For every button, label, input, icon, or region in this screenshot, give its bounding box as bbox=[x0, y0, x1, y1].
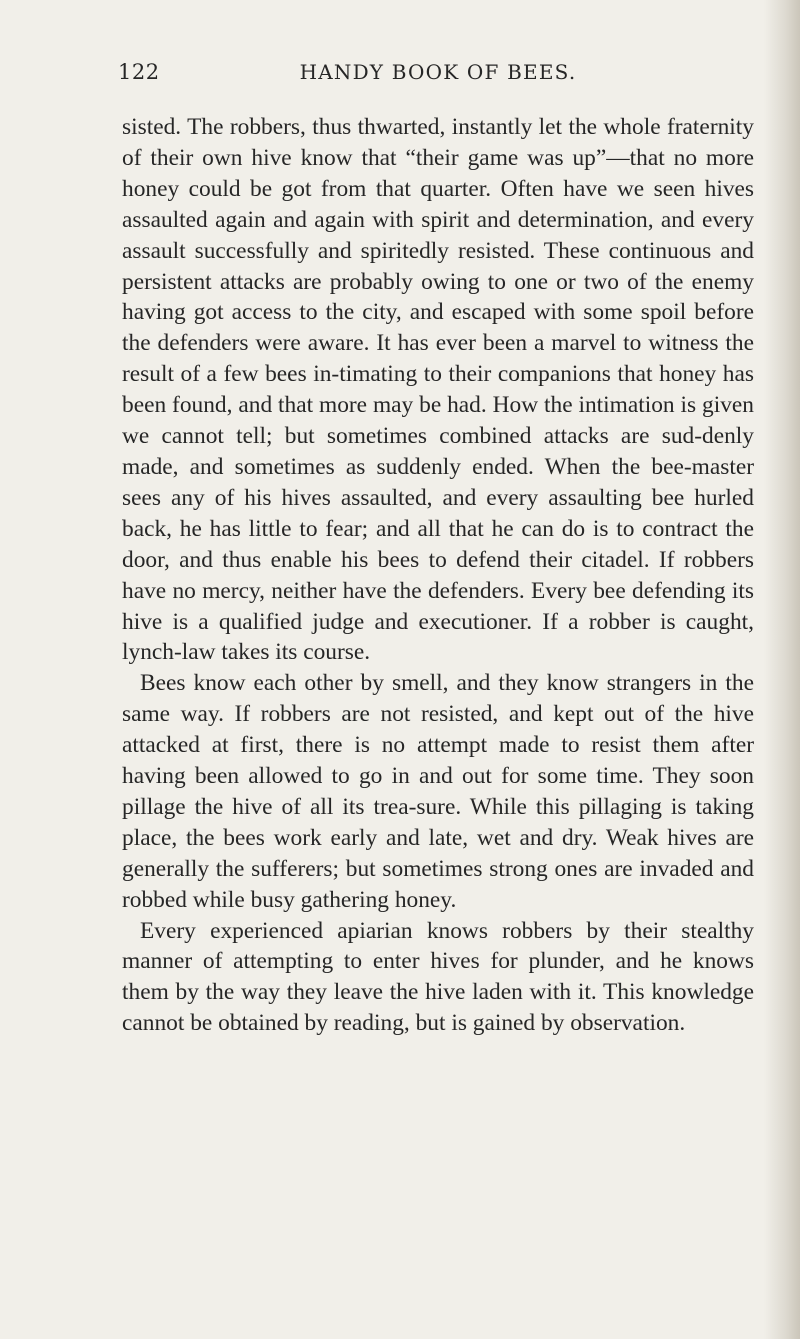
paragraph-3: Every experienced apiarian knows robbers by their stealthy manner of attempting to enter hives for plunder, and he knows them by the way they leave the hive laden with it. This knowledge cannot be obtained by reading, but is gained by observation. bbox=[122, 917, 754, 1037]
page-header bbox=[118, 60, 758, 90]
page-number: 122 bbox=[118, 60, 160, 84]
running-head: HANDY BOOK OF BEES. bbox=[299, 60, 577, 84]
paragraph-2: Bees know each other by smell, and they know strangers in the same way. If robbers are not resisted, and kept out of the hive attacked at first, there is no attempt made to resist them after having been allowed to go in and out for some time. They soon pillage the hive of all its trea-sure. While this pillaging is taking place, the bees work early and late, wet and dry. Weak hives are generally the sufferers; but sometimes strong ones are invaded and robbed while busy gathering honey. bbox=[122, 670, 754, 913]
page-edge-shadow bbox=[764, 0, 800, 1339]
body-text bbox=[122, 112, 754, 1039]
paragraph-1: sisted. The robbers, thus thwarted, instantly let the whole fraternity of their own hive know that “their game was up”—that no more honey could be got from that quarter. Often have we seen hives assaulted again and again with spirit and determination, and every assault successfully and spiritedly resisted. These continuous and persistent attacks are probably owing to one or two of the enemy having got access to the city, and escaped with some spoil before the defenders were aware. It has ever been a marvel to witness the result of a few bees in-timating to their companions that honey has been found, and that more may be had. How the intimation is given we cannot tell; but sometimes combined attacks are sud-denly made, and sometimes as suddenly ended. When the bee-master sees any of his hives assaulted, and every assaulting bee hurled back, he has little to fear; and all that he can do is to contract the door, and thus enable his bees to defend their citadel. If robbers have no mercy, neither have the defenders. Every bee defending its hive is a qualified judge and executioner. If a robber is caught, lynch-law takes its course. bbox=[122, 114, 754, 666]
